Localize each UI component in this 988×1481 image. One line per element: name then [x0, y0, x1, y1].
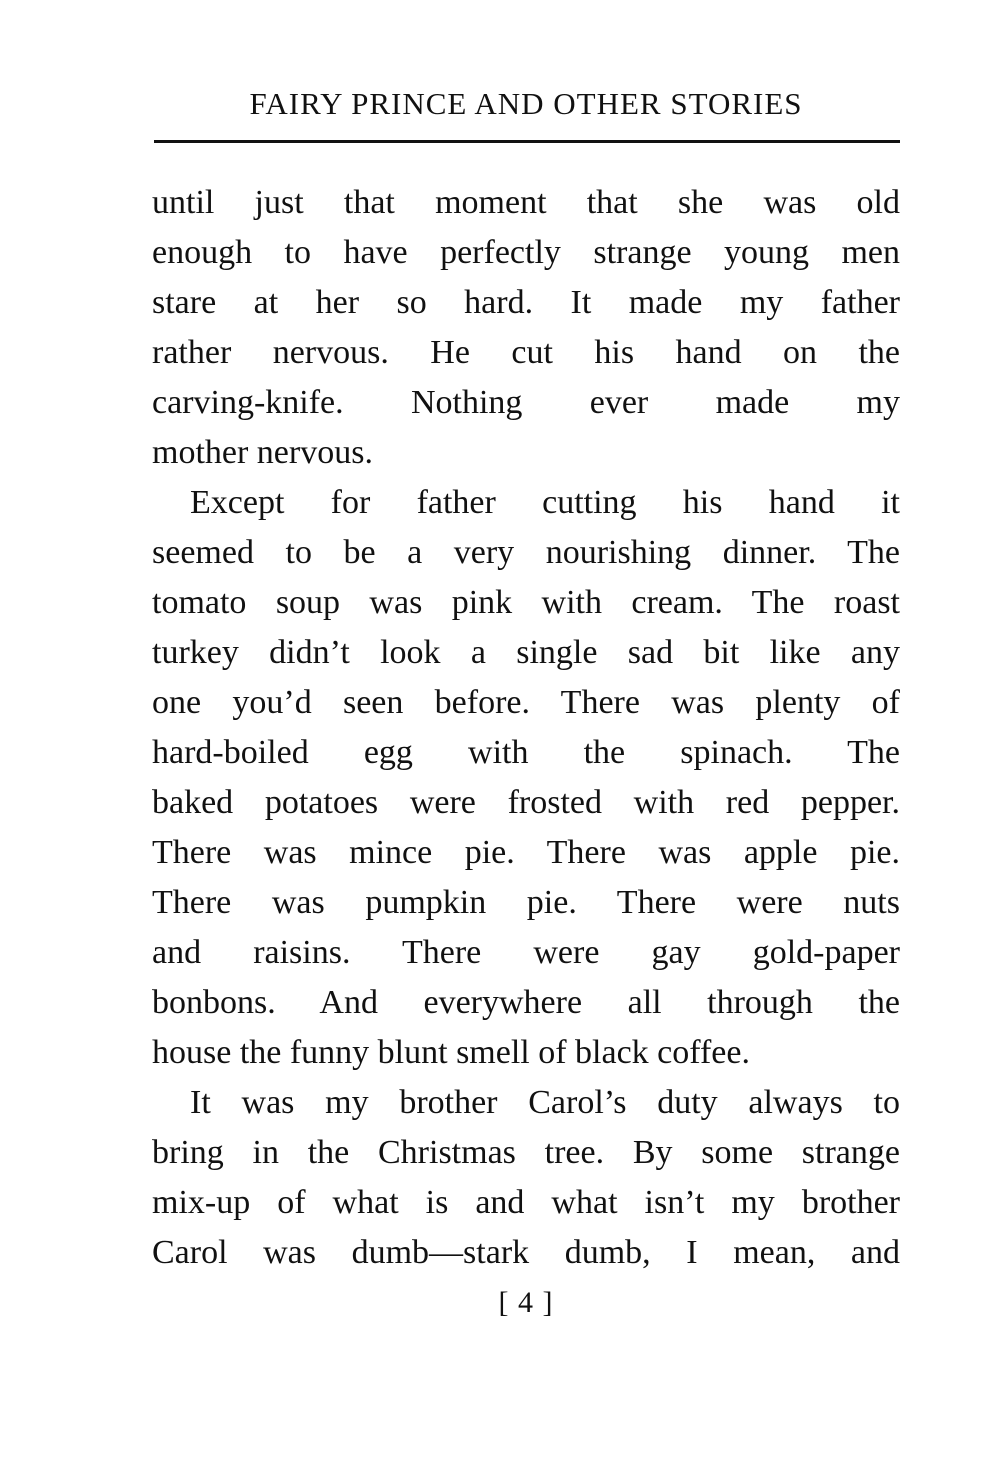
text-line: seemed to be a very nourishing dinner. The: [152, 534, 900, 571]
text-line: There was pumpkin pie. There were nuts: [152, 884, 900, 921]
text-line: enough to have perfectly strange young men: [152, 234, 900, 271]
text-line: Carol was dumb—stark dumb, I mean, and: [152, 1234, 900, 1271]
header-rule: [154, 140, 900, 143]
text-line: one you’d seen before. There was plenty of: [152, 684, 900, 721]
text-line: until just that moment that she was old: [152, 184, 900, 221]
text-line: bring in the Christmas tree. By some strange: [152, 1134, 900, 1171]
text-line: tomato soup was pink with cream. The roast: [152, 584, 900, 621]
text-line: rather nervous. He cut his hand on the: [152, 334, 900, 371]
text-line: baked potatoes were frosted with red pepper.: [152, 784, 900, 821]
text-line: stare at her so hard. It made my father: [152, 284, 900, 321]
text-line: bonbons. And everywhere all through the: [152, 984, 900, 1021]
page-number: [ 4 ]: [498, 1286, 554, 1319]
text-line: There was mince pie. There was apple pie.: [152, 834, 900, 871]
text-line: turkey didn’t look a single sad bit like any: [152, 634, 900, 671]
text-line: hard-boiled egg with the spinach. The: [152, 734, 900, 771]
text-line: mix-up of what is and what isn’t my brother: [152, 1184, 900, 1221]
text-line: and raisins. There were gay gold-paper: [152, 934, 900, 971]
running-head: FAIRY PRINCE AND OTHER STORIES: [249, 86, 803, 121]
body-text: [152, 178, 900, 1278]
text-line: mother nervous.: [152, 434, 373, 471]
text-line: carving-knife. Nothing ever made my: [152, 384, 900, 421]
text-line: house the funny blunt smell of black coffee.: [152, 1034, 750, 1071]
text-line: It was my brother Carol’s duty always to: [190, 1084, 900, 1121]
text-line: Except for father cutting his hand it: [190, 484, 900, 521]
